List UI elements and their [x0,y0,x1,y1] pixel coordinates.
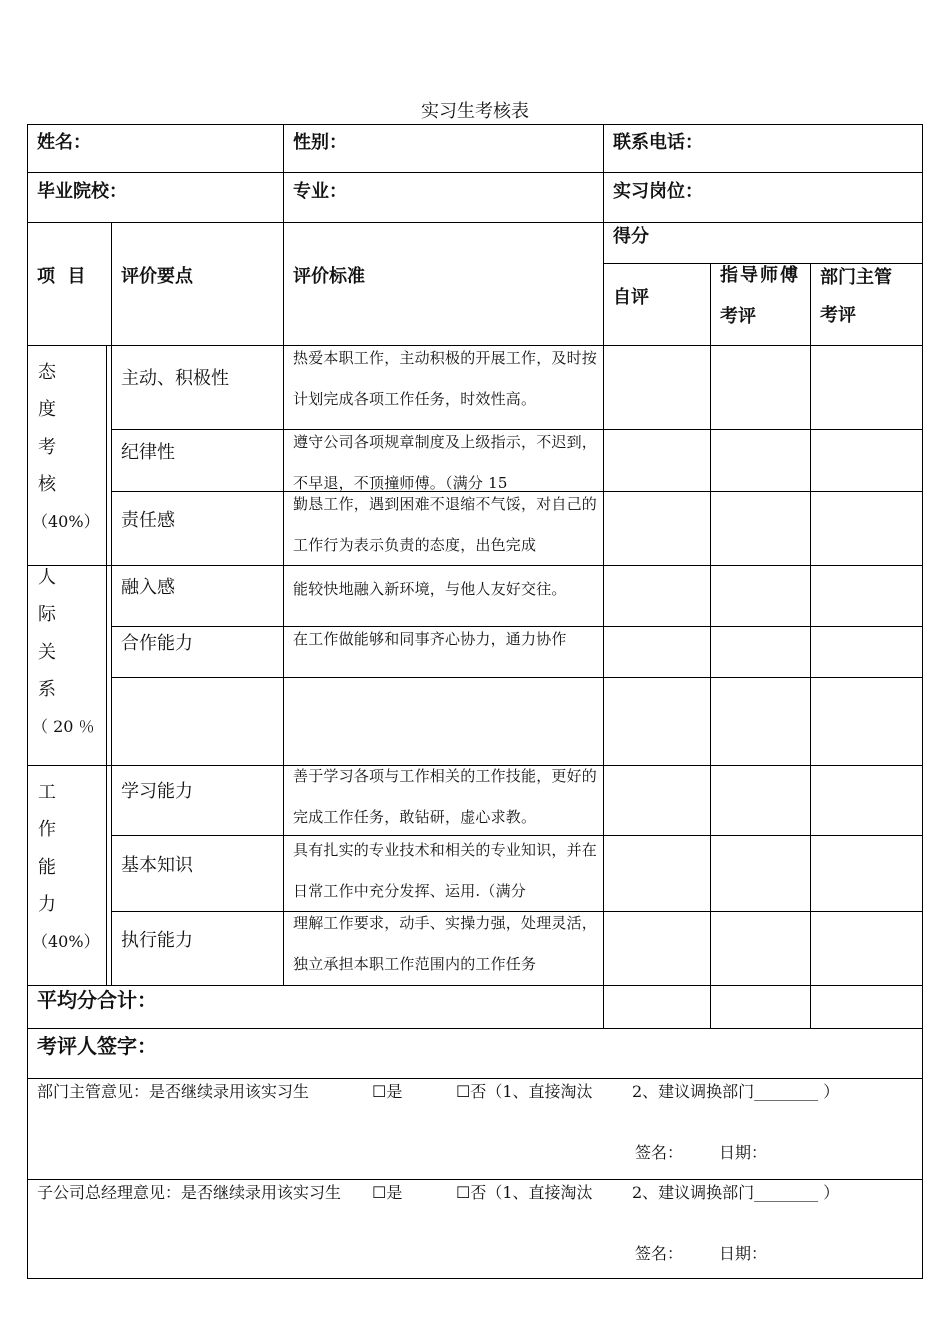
header-score: 得分 [613,226,649,247]
group-char: 人 [38,567,56,588]
header-item: 项 目 [37,266,86,287]
criteria-cell [284,766,603,835]
header-manager-line2: 考评 [820,305,856,326]
option-yes[interactable]: ☐是 [372,1082,403,1101]
criteria-cell [284,492,603,565]
group-char: 际 [38,604,56,625]
point-learning: 学习能力 [121,781,193,802]
opinion-label: 子公司总经理意见：是否继续录用该实习生 [37,1183,342,1202]
group-attitude [28,346,106,565]
criteria-text: 理解工作要求，动手、实操力强，处理灵活，独立承担本职工作范围内的工作任务 [293,914,598,973]
score-cell-mentor[interactable] [711,346,810,985]
group-char: 系 [38,679,56,700]
criteria-text: 能较快地融入新环境，与他人友好交往。 [293,580,567,598]
criteria-text: 在工作做能够和同事齐心协力，通力协作 [293,630,567,648]
criteria-cell [284,836,603,911]
option-no[interactable]: ☐否（1、直接淘汰 [456,1082,593,1101]
criteria-text: 具有扎实的专业技术和相关的专业知识，并在日常工作中充分发挥、运用.（满分 [293,841,598,900]
criteria-text: 遵守公司各项规章制度及上级指示，不迟到，不早退，不顶撞师傅。（满分 15 [293,433,598,491]
group-work-ability [28,766,106,985]
date-label: 日期： [719,1143,768,1162]
opinion-label: 部门主管意见：是否继续录用该实习生 [37,1082,310,1101]
group-char: 作 [38,819,56,840]
form-title: 实习生考核表 [421,101,529,122]
option-yes[interactable]: ☐是 [372,1183,403,1202]
score-cell-manager[interactable] [811,346,922,985]
header-mentor-line2: 考评 [720,306,756,327]
group-relations [28,566,106,765]
header-self: 自评 [613,287,649,308]
group-char: 态 [38,362,56,383]
average-total-label: 平均分合计： [37,988,157,1012]
criteria-cell [284,346,603,429]
header-mentor-line1: 指导师傅 [720,265,800,286]
group-char: 考 [38,437,56,458]
group-char: 能 [38,857,56,878]
group-char: 核 [38,474,56,495]
header-point: 评价要点 [121,266,193,287]
evaluator-signature-label: 考评人签字： [37,1034,157,1058]
point-responsibility: 责任感 [121,510,175,531]
header-standard: 评价标准 [293,266,365,287]
phone-label: 联系电话： [613,132,703,153]
point-integration: 融入感 [121,577,175,598]
option-transfer[interactable]: 2、建议调换部门________ ） [632,1183,840,1202]
point-cooperation: 合作能力 [121,633,193,654]
criteria-text: 热爱本职工作，主动积极的开展工作，及时按计划完成各项工作任务，时效性高。 [293,349,598,408]
sign-label: 签名： [635,1244,684,1263]
major-label: 专业： [293,181,347,202]
criteria-text: 勤恳工作，遇到困难不退缩不气馁，对自己的工作行为表示负责的态度，出色完成 [293,495,598,554]
option-transfer[interactable]: 2、建议调换部门________ ） [632,1082,840,1101]
point-knowledge: 基本知识 [121,855,193,876]
point-discipline: 纪律性 [121,442,175,463]
group-char: 度 [38,399,56,420]
gender-label: 性别： [293,132,347,153]
group-percent: （ 20 ％ [32,717,95,736]
group-char: 工 [38,782,56,803]
group-percent: （40%） [32,512,100,531]
criteria-cell [284,678,603,765]
group-char: 关 [38,642,56,663]
criteria-cell [284,566,603,626]
name-label: 姓名： [37,132,91,153]
group-percent: （40%） [32,932,100,951]
criteria-cell [284,430,603,491]
header-manager-line1: 部门主管 [820,267,892,288]
school-label: 毕业院校： [37,181,127,202]
sign-label: 签名： [635,1143,684,1162]
option-no[interactable]: ☐否（1、直接淘汰 [456,1183,593,1202]
point-initiative: 主动、积极性 [121,368,229,389]
date-label: 日期： [719,1244,768,1263]
point-execution: 执行能力 [121,930,193,951]
group-char: 力 [38,894,56,915]
criteria-cell [284,912,603,985]
criteria-text: 善于学习各项与工作相关的工作技能，更好的完成工作任务，敢钻研，虚心求教。 [293,767,598,826]
position-label: 实习岗位： [613,181,703,202]
score-cell-self[interactable] [604,346,710,985]
criteria-cell [284,627,603,677]
